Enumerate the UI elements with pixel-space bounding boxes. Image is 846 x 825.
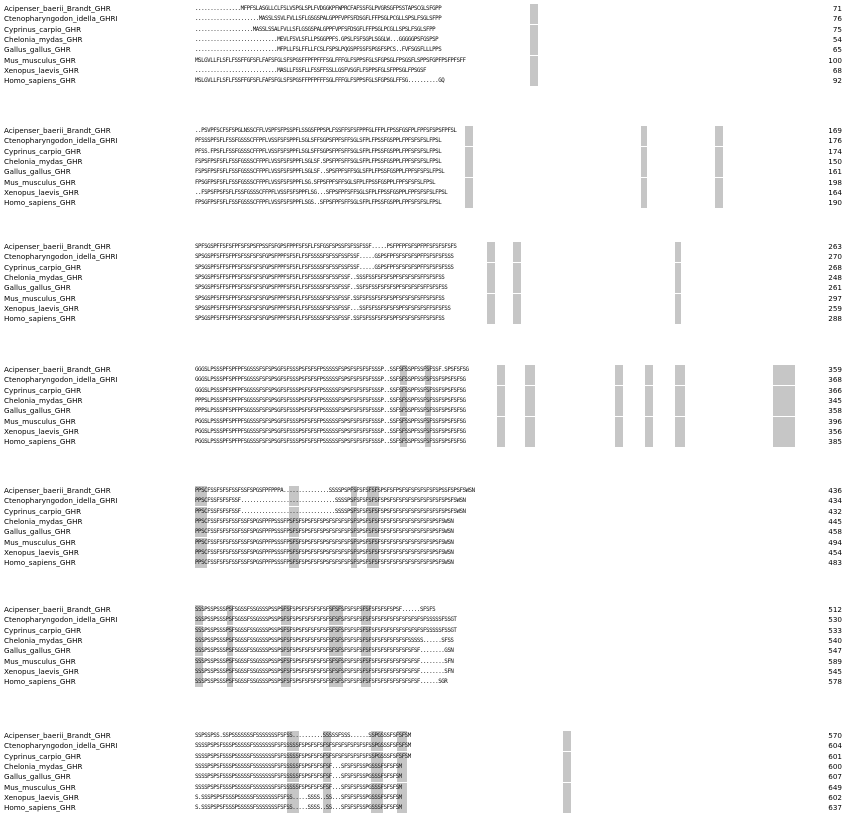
sequence-track — [195, 517, 815, 527]
species-label: Gallus_gallus_GHR — [4, 167, 71, 177]
alignment-row — [0, 283, 846, 293]
sequence-text: PGGSLPSSSPFSPFPFSGSSSFSFSPSGFSFSSSPSFSFSFPSSSSSFSPSFSFSFSFSSSP..SSFSFSSPFSSFSFSSFSPSFSFSG — [195, 418, 466, 425]
species-label: Acipenser_baerii_Brandt_GHR — [4, 365, 111, 374]
sequence-text: SPSGSPFSFFSFPFSFSSFSFSFGPSFPPFSFSFLFSFSSSSFSFSSFSSF..SSSFSSFSFSFSPFSFSFSFSFFSFSFSS — [195, 274, 445, 281]
sequence-track — [195, 646, 815, 656]
species-label: Gallus_gallus_GHR — [4, 772, 71, 782]
sequence-text: GGGSLPSSSPFSPFPFSGSSSFSFSPSGFSFSSSPSFSFSFPSSSSSFSPSFSFSFSFSSSP..SSFSFSSPFSSFSFSSFSPSFSFSG — [195, 377, 466, 384]
alignment-row — [0, 66, 846, 76]
species-label: Ctenopharyngodon_idella_GHRI — [4, 741, 118, 751]
species-label: Acipenser_baerii_Brandt_GHR — [4, 605, 111, 614]
sequence-text: SSSSPSPSFSSSPSSSSSFSSSSSSSFSFSSSSSFSPSFSFSFSF...SFSFSFSSPGSSSFSFSFSM — [195, 784, 402, 791]
alignment-row — [0, 147, 846, 157]
species-label: Cyprinus_carpio_GHR — [4, 385, 82, 395]
residue-position-number: 533 — [828, 625, 842, 635]
species-label: Chelonia_mydas_GHR — [4, 516, 83, 526]
species-label: Cyprinus_carpio_GHR — [4, 146, 82, 156]
alignment-block — [0, 126, 846, 212]
species-label: Cyprinus_carpio_GHR — [4, 625, 82, 635]
residue-position-number: 458 — [828, 527, 842, 537]
sequence-track — [195, 4, 815, 14]
alignment-row — [0, 14, 846, 24]
alignment-block — [0, 4, 846, 90]
alignment-row — [0, 294, 846, 304]
alignment-row — [0, 741, 846, 751]
sequence-text: SSSSPSPSFSSSPSSSSSFSSSSSSSFSFSSSSSFSPSFSFSFSF...SFSFSFSSPGSSSFSFSFSM — [195, 774, 402, 781]
residue-position-number: 65 — [832, 45, 842, 55]
alignment-row — [0, 56, 846, 66]
alignment-row — [0, 365, 846, 375]
sequence-text: PPSCFSSFSFSFSSF...............................SSSSPSFSFSFSFSFSPSFSFSFSFSFSFSFSFSFSPSFSWSN — [195, 498, 466, 505]
alignment-row — [0, 667, 846, 677]
alignment-row — [0, 427, 846, 437]
alignment-row — [0, 793, 846, 803]
sequence-text: FSPSFPSFSFLFSSFGSSSCFFPFLVSSFSFSPPFLSGLSF.SPSFPFSFFSGLSFPLFPSSFGSPPLFPFSFSFSLFPSL — [195, 158, 442, 165]
residue-position-number: 359 — [828, 365, 842, 374]
sequence-track — [195, 793, 815, 803]
sequence-text: SPSGSPFSFFSFPFSFSSFSFSFGPSFPPFSFSFLFSFSSSSFSFSSFSSF.SSFSFSSFSFSFSPFSFSFSFSFFSFSFSS — [195, 316, 445, 323]
sequence-text: ...............MFPFSLASGLLCLFSLVSPGLSPLFVDGGKPFWPRCFAFSSFGLPVGRSGFPSSTAPSCGLSFGPP — [195, 6, 442, 12]
sequence-text: PPSCFSSFSFSFSSF...............................SSSSPSFSFSFSFSFSPSFSFSFSFSFSFSFSFSFSPSFSWSN — [195, 508, 466, 515]
sequence-track — [195, 14, 815, 24]
sequence-text: PFSSSPFSFLFSSFGSSSCFFPFLVSSFSFSPPFLSGLSFFSGPSFPFSFFSGLSFPLFPSSFGSPPLFPFSFSFSLFPSL — [195, 138, 442, 145]
species-label: Cyprinus_carpio_GHR — [4, 751, 82, 761]
alignment-row — [0, 752, 846, 762]
residue-position-number: 270 — [828, 252, 842, 262]
residue-position-number: 434 — [828, 496, 842, 506]
alignment-row — [0, 304, 846, 314]
sequence-text: PFSS.FPSFLFSSFGSSSCFFPFLVSSFSFSPPFLSGLSFFSGPSFPFSFFSGLSFPLFPSSFGSPPLFPFSFSFSLFPSL — [195, 148, 442, 155]
sequence-track — [195, 667, 815, 677]
residue-position-number: 445 — [828, 516, 842, 526]
sequence-text: MSLGVLLFLSFLFSSFFGFSFLFAFSFGLSFSPGSFFPFPFFFSGLFFFGLFSPPSFGLSFGPSGLFPSGSFLSPPSFGPFPSFPFSFF — [195, 57, 466, 64]
sequence-text: SSSSPSPSFSSSPSSSSSFSSSSSSSFSFSSSSSFSPSFSFSFSFSFSFSFSFSFSFSSPGSSSFSFSFSM — [195, 743, 411, 750]
sequence-text: SPSGSPFSFFSFPFSFSSFSFSFGPSFPPFSFSFLFSFSSSSFSFSSFSSF..SSFSFSSFSFSFSPFSFSFSFSFFSFSFSS — [195, 285, 448, 292]
species-label: Mus_musculus_GHR — [4, 55, 76, 65]
species-label: Gallus_gallus_GHR — [4, 646, 71, 656]
sequence-track — [195, 605, 815, 615]
species-label: Homo_sapiens_GHR — [4, 803, 76, 813]
residue-position-number: 589 — [828, 656, 842, 666]
sequence-track — [195, 558, 815, 568]
sequence-track — [195, 396, 815, 406]
species-label: Chelonia_mydas_GHR — [4, 272, 83, 282]
species-label: Acipenser_baerii_Brandt_GHR — [4, 4, 111, 13]
sequence-text: SSSPSSPSSSPSFSGSSFSSGSSSPSSPSFSFSPSFSFSFSFSFSFSFSFSFSFSFSFSFSFSFSFSFSFSFSFSFSSSSSFSSGT — [195, 617, 457, 624]
sequence-track — [195, 538, 815, 548]
alignment-row — [0, 136, 846, 146]
species-label: Xenopus_laevis_GHR — [4, 792, 79, 802]
sequence-track — [195, 76, 815, 86]
sequence-track — [195, 25, 815, 35]
alignment-row — [0, 762, 846, 772]
sequence-track — [195, 45, 815, 55]
species-label: Mus_musculus_GHR — [4, 416, 76, 426]
residue-position-number: 248 — [828, 272, 842, 282]
sequence-text: SPSGSPFSFFSFPFSFSSFSFSFGPSFPPFSFSFLFSFSSSSFSFSSFSSF...SSFSFSSFSFSFSPFSFSFSFSFFSFSFSS — [195, 305, 451, 312]
sequence-track — [195, 731, 815, 741]
sequence-track — [195, 626, 815, 636]
residue-position-number: 164 — [828, 187, 842, 197]
alignment-row — [0, 45, 846, 55]
alignment-row — [0, 406, 846, 416]
alignment-row — [0, 615, 846, 625]
sequence-track — [195, 273, 815, 283]
species-label: Acipenser_baerii_Brandt_GHR — [4, 242, 111, 251]
sequence-track — [195, 294, 815, 304]
alignment-row — [0, 273, 846, 283]
species-label: Xenopus_laevis_GHR — [4, 187, 79, 197]
residue-position-number: 198 — [828, 177, 842, 187]
alignment-row — [0, 772, 846, 782]
residue-position-number: 100 — [828, 55, 842, 65]
alignment-row — [0, 35, 846, 45]
residue-position-number: 602 — [828, 792, 842, 802]
alignment-block — [0, 731, 846, 817]
sequence-track — [195, 35, 815, 45]
sequence-text: SPSGSPFSFFSFPFSFSSFSFSFGPSFPPFSFSFLFSFSSSSFSFSSFSSFSSF.....GSPSFPFSFSFSFSPFFSFSFSFSSS — [195, 264, 454, 271]
alignment-row — [0, 375, 846, 385]
alignment-row — [0, 386, 846, 396]
sequence-text: PPPSLPSSSPFSPFPFSGSSSFSFSPSGFSFSSSPSFSFSFPSSSSSFSPSFSFSFSFSSSP..SSFSFSSPFSSFSFSSFSPSFSFSG — [195, 408, 466, 415]
sequence-text: SSSPSSPSSSPSFSGSSFSSGSSSPSSPSFSFSPSFSFSFSFSFSFSFSFSFSFSFSFSFSFSFSFSFSFSFSF........SFN — [195, 668, 454, 675]
sequence-track — [195, 188, 815, 198]
residue-position-number: 190 — [828, 198, 842, 208]
sequence-track — [195, 496, 815, 506]
sequence-text: FPSGFPSFSFLFSSFGSSSCFFPFLVSSFSFSPPFLSGS..SFPSFPFSFFSGLSFPLFPSSFGSPPLFPFSFSFSLFPSL — [195, 200, 442, 207]
species-label: Cyprinus_carpio_GHR — [4, 262, 82, 272]
sequence-text: SSSPSSPSSSPSFSGSSFSSGSSSPSSPSFSFSPSFSFSFSFSFSFSFSFSFSFSFSFSFSFSFSPSF......SFSFS — [195, 607, 436, 613]
species-label: Ctenopharyngodon_idella_GHRI — [4, 615, 118, 625]
sequence-text: SSSSPSPSFSSSPSSSSSFSSSSSSSFSFSSSSSFSPSFSFSFSF...SFSFSFSSPGSSSFSFSFSM — [195, 763, 402, 770]
species-label: Ctenopharyngodon_idella_GHRI — [4, 375, 118, 385]
species-label: Homo_sapiens_GHR — [4, 198, 76, 208]
sequence-track — [195, 386, 815, 396]
sequence-text: PPSCFSSFSFSFSSFSSFSPGSFPFPSSSFPSFSFSPSFSFSPSFSFSFSFSFSPSFSFSFSFSFSFSFSFSFSFSFSPSFSWSN — [195, 539, 454, 546]
sequence-text: GGGSLPSSSPFSPFPFSGSSSFSFSPSGFSFSSSPSFSFSFPSSSSSFSPSFSFSFSFSSSP..SSFSFSSPFSSFSFSSFSPSFSFSG — [195, 387, 466, 394]
sequence-track — [195, 406, 815, 416]
sequence-track — [195, 803, 815, 813]
residue-position-number: 71 — [832, 4, 842, 13]
residue-position-number: 494 — [828, 537, 842, 547]
residue-position-number: 547 — [828, 646, 842, 656]
sequence-track — [195, 762, 815, 772]
species-label: Chelonia_mydas_GHR — [4, 34, 83, 44]
residue-position-number: 432 — [828, 506, 842, 516]
sequence-text: SSSPSSPSSSPSFSGSSFSSGSSSPSSPSFSFSPSFSFSFSFSFSFSFSFSFSFSFSFSFSFSFSFSFSFSFSF......SGR — [195, 679, 448, 686]
residue-position-number: 570 — [828, 731, 842, 740]
residue-position-number: 578 — [828, 677, 842, 687]
residue-position-number: 385 — [828, 437, 842, 447]
residue-position-number: 358 — [828, 406, 842, 416]
sequence-track — [195, 136, 815, 146]
residue-position-number: 76 — [832, 14, 842, 24]
sequence-track — [195, 66, 815, 76]
residue-position-number: 483 — [828, 558, 842, 568]
residue-position-number: 75 — [832, 24, 842, 34]
sequence-track — [195, 147, 815, 157]
sequence-text: SSSPSSPSSSPSFSGSSFSSGSSSPSSPSFSFSPSFSFSFSFSFSFSFSFSFSFSFSFSFSFSFSFSFSFSFSF........GSN — [195, 648, 454, 655]
sequence-track — [195, 677, 815, 687]
alignment-row — [0, 314, 846, 324]
alignment-row — [0, 263, 846, 273]
species-label: Gallus_gallus_GHR — [4, 527, 71, 537]
sequence-track — [195, 178, 815, 188]
residue-position-number: 150 — [828, 156, 842, 166]
residue-position-number: 68 — [832, 65, 842, 75]
residue-position-number: 54 — [832, 34, 842, 44]
sequence-track — [195, 375, 815, 385]
sequence-text: ..FSPSFPSFSFLFSSFGSSSCFFPFLVSSFSFSPPFLSG...SFPSFPFSFFSGLSFPLFPSSFGSPPLFPFSFSFSLFPSL — [195, 189, 448, 196]
sequence-track — [195, 198, 815, 208]
alignment-row — [0, 527, 846, 537]
sequence-text: PPSCFSSFSFSFSSFSSFSPGSFPFPSSSFPSFSFSPSFSFSPSFSFSFSFSFSPSFSFSFSFSFSFSFSFSFSFSFSPSFSWSN — [195, 549, 454, 556]
alignment-row — [0, 558, 846, 568]
alignment-row — [0, 126, 846, 136]
species-label: Xenopus_laevis_GHR — [4, 303, 79, 313]
sequence-text: ...........................MASLLFSSFLLFSSFFSSLLGSFVSGFLFSPPSFGLSFPPSGLFPSGSF — [195, 67, 427, 74]
species-label: Acipenser_baerii_Brandt_GHR — [4, 731, 111, 740]
residue-position-number: 169 — [828, 126, 842, 135]
sequence-text: SPSGSPFSFFSFPFSFSSFSFSFGPSFPPFSFSFLFSFSSSSFSFSSFSSF.SSFSFSSFSFSFSPFSFSFSFSFFSFSFSS — [195, 295, 445, 302]
sequence-track — [195, 157, 815, 167]
sequence-text: ...........................MFPLLFSLFFLLFCSLFSPSLPQGSPFSSFSPGSFSPCS..FVFSGSFLLLPPS — [195, 47, 442, 54]
species-label: Xenopus_laevis_GHR — [4, 65, 79, 75]
alignment-row — [0, 188, 846, 198]
alignment-row — [0, 417, 846, 427]
sequence-text: MSLGVLLFLSFLFSSFFGFSFLFAFSFGLSFSPGSFFPFPFFFSGLFFFGLFSPPSFGLSFGPSGLFFSG..........GQ — [195, 78, 445, 85]
species-label: Chelonia_mydas_GHR — [4, 761, 83, 771]
residue-position-number: 92 — [832, 76, 842, 86]
sequence-track — [195, 437, 815, 447]
alignment-row — [0, 803, 846, 813]
species-label: Xenopus_laevis_GHR — [4, 547, 79, 557]
sequence-text: SSSSPSPSFSSSPSSSSSFSSSSSSSFSFSSSSSFSPSFSFSFSFSFSFSFSFSFSFSSPGSSSFSFSFSM — [195, 753, 411, 760]
alignment-row — [0, 167, 846, 177]
sequence-track — [195, 772, 815, 782]
species-label: Mus_musculus_GHR — [4, 177, 76, 187]
sequence-text: PPSCFSSFSFSFSSFSSFSPGSFPFPSSSFPSFSFSPSFSFSPSFSFSFSFSFSPSFSFSFSFSFSFSFSFSFSFSFSPSFSWSN — [195, 529, 454, 536]
sequence-text: PGGSLPSSSPFSPFPFSGSSSFSFSPSGFSFSSSPSFSFSFPSSSSSFSPSFSFSFSFSSSP..SSFSFSSPFSSFSFSSFSPSFSFSG — [195, 439, 466, 446]
sequence-text: PPSCFSSFSFSFSSFSSFSPGSFPFPPPA...............SSSSPSPFSFSFSFSFSPSFSFPSFSFSFSFSFSFSPSSFSPSFSWSN — [195, 488, 475, 494]
residue-position-number: 176 — [828, 136, 842, 146]
alignment-row — [0, 252, 846, 262]
sequence-text: PGGSLPSSSPFSPFPFSGSSSFSFSPSGFSFSSSPSFSFSFPSSSSSFSPSFSFSFSFSSSP..SSFSFSSPFSSFSFSSFSPSFSFSG — [195, 428, 466, 435]
species-label: Homo_sapiens_GHR — [4, 558, 76, 568]
alignment-row — [0, 178, 846, 188]
residue-position-number: 637 — [828, 803, 842, 813]
sequence-track — [195, 126, 815, 136]
sequence-track — [195, 507, 815, 517]
sequence-track — [195, 56, 815, 66]
sequence-text: ...................MASSLSSALFVLLSFLGSGSPALGPPFVPFSFDSGFLFFPSGLPCGLLSPSLFSGLSFPP — [195, 26, 436, 33]
residue-position-number: 297 — [828, 293, 842, 303]
alignment-row — [0, 636, 846, 646]
sequence-text: SSPSSPSS.SSPSSSSSSSFSSSSSSSFSFSS..........SSSSSFSSS......SSPGSSSFSFSFSM — [195, 733, 411, 739]
species-label: Ctenopharyngodon_idella_GHRI — [4, 136, 118, 146]
sequence-text: PPSCFSSFSFSFSSFSSFSPGSFPFPSSSFPSFSFSPSFSFSPSFSFSFSFSFSPSFSFSFSFSFSFSFSFSFSFSFSPSFSWSN — [195, 560, 454, 567]
alignment-row — [0, 677, 846, 687]
alignment-row — [0, 437, 846, 447]
species-label: Homo_sapiens_GHR — [4, 677, 76, 687]
residue-position-number: 161 — [828, 167, 842, 177]
residue-position-number: 649 — [828, 782, 842, 792]
residue-position-number: 259 — [828, 303, 842, 313]
sequence-text: PPSCFSSFSFSFSSFSSFSPGSFPFPSSSFPSFSFSPSFSFSPSFSFSFSFSFSPSFSFSFSFSFSFSFSFSFSFSFSPSFSWSN — [195, 518, 454, 525]
sequence-track — [195, 527, 815, 537]
species-label: Mus_musculus_GHR — [4, 656, 76, 666]
residue-position-number: 368 — [828, 375, 842, 385]
sequence-track — [195, 783, 815, 793]
sequence-track — [195, 283, 815, 293]
residue-position-number: 607 — [828, 772, 842, 782]
species-label: Acipenser_baerii_Brandt_GHR — [4, 486, 111, 495]
species-label: Homo_sapiens_GHR — [4, 314, 76, 324]
species-label: Xenopus_laevis_GHR — [4, 666, 79, 676]
sequence-text: S.SSSPSPSFSSSPSSSSSFSSSSSSSFSFSS.....SSSS..SS...SFSFSFSSPGSSSFSFSFSM — [195, 805, 402, 812]
sequence-text: ...........................MEVLFSVLSFLLPSGGPPFS.GPSLFSFSGPLSGGLW...GGGGGPSFGSPSP — [195, 36, 439, 43]
sequence-text: ..PSVPFSCFSFSPGLNSSCFFLVSPFSFPSSPFLSSGSFPPSPLFSSFFSFSFPPFGLFFPLFPSSFGSFPLFPFSFSPSFPFSL — [195, 128, 457, 134]
residue-position-number: 366 — [828, 385, 842, 395]
species-label: Xenopus_laevis_GHR — [4, 426, 79, 436]
residue-position-number: 604 — [828, 741, 842, 751]
residue-position-number: 261 — [828, 283, 842, 293]
alignment-row — [0, 626, 846, 636]
species-label: Mus_musculus_GHR — [4, 782, 76, 792]
sequence-track — [195, 167, 815, 177]
sequence-text: S.SSSPSPSFSSSPSSSSSFSSSSSSSFSFSS.....SSSS..SS...SFSFSFSSPGSSSFSFSFSM — [195, 794, 402, 801]
species-label: Cyprinus_carpio_GHR — [4, 24, 82, 34]
sequence-text: .....................MASSLSSVLFVLLSFLGSGSPALGPPFVPFSFDSGFLFFPSGLPCGLLSPSLFSGLSFPP — [195, 16, 442, 23]
sequence-track — [195, 548, 815, 558]
species-label: Homo_sapiens_GHR — [4, 76, 76, 86]
species-label: Ctenopharyngodon_idella_GHRI — [4, 14, 118, 24]
sequence-track — [195, 314, 815, 324]
residue-position-number: 356 — [828, 426, 842, 436]
species-label: Mus_musculus_GHR — [4, 537, 76, 547]
sequence-track — [195, 427, 815, 437]
residue-position-number: 174 — [828, 146, 842, 156]
residue-position-number: 512 — [828, 605, 842, 614]
sequence-text: GGGSLPSSSPFSPFPFSGSSSFSFSPSGFSFSSSPSFSFSFPSSSSSFSPSFSFSFSFSSSP..SSFSFSSPFSSFSFSSF.SPSFSFSG — [195, 367, 469, 373]
alignment-row — [0, 783, 846, 793]
sequence-text: PPPSLPSSSPFSPFPFSGSSSFSFSPSGFSFSSSPSFSFSFPSSSSSFSPSFSFSFSFSSSP..SSFSFSSPFSSFSFSSFSPSFSFSG — [195, 397, 466, 404]
alignment-row — [0, 198, 846, 208]
residue-position-number: 530 — [828, 615, 842, 625]
species-label: Mus_musculus_GHR — [4, 293, 76, 303]
sequence-text: FPSGFPSFSFLFSSFGSSSCFFPFLVSSFSFSPPFLSG.SFPSFPFSFFSGLSFPLFPSSFGSPPLFPFSFSFSLFPSL — [195, 179, 436, 186]
alignment-row — [0, 242, 846, 252]
sequence-track — [195, 615, 815, 625]
residue-position-number: 540 — [828, 635, 842, 645]
alignment-row — [0, 496, 846, 506]
alignment-row — [0, 657, 846, 667]
alignment-row — [0, 396, 846, 406]
alignment-block — [0, 486, 846, 572]
species-label: Acipenser_baerii_Brandt_GHR — [4, 126, 111, 135]
alignment-row — [0, 157, 846, 167]
residue-position-number: 263 — [828, 242, 842, 251]
alignment-row — [0, 76, 846, 86]
species-label: Gallus_gallus_GHR — [4, 45, 71, 55]
sequence-text: SPFSGSPFFSFSFPFSFSPSFPSSFSFGPSFPPFSFSFLFSFGSFSPSSFSFSSFSSF.....PSFPFPFSFSPFPFSFSFSFSFS — [195, 244, 457, 250]
sequence-track — [195, 242, 815, 252]
sequence-track — [195, 252, 815, 262]
sequence-track — [195, 741, 815, 751]
residue-position-number: 268 — [828, 262, 842, 272]
sequence-track — [195, 365, 815, 375]
alignment-row — [0, 646, 846, 656]
residue-position-number: 545 — [828, 666, 842, 676]
residue-position-number: 396 — [828, 416, 842, 426]
species-label: Gallus_gallus_GHR — [4, 283, 71, 293]
species-label: Chelonia_mydas_GHR — [4, 635, 83, 645]
alignment-row — [0, 548, 846, 558]
alignment-row — [0, 486, 846, 496]
sequence-text: SSSPSSPSSSPSFSGSSFSSGSSSPSSPSFSFSPSFSFSFSFSFSFSFSFSFSFSFSFSFSFSFSFSFSFSFSFSFSSSSSFSSGT — [195, 627, 457, 634]
alignment-row — [0, 538, 846, 548]
sequence-text: FSPSFPSFSFLFSSFGSSSCFFPFLVSSFSFSPPFLSGLSF..SPSFPFSFFSGLSFPLFPSSFGSPPLFPFSFSFSLFPSL — [195, 169, 445, 176]
residue-position-number: 288 — [828, 314, 842, 324]
alignment-row — [0, 517, 846, 527]
sequence-track — [195, 417, 815, 427]
residue-position-number: 436 — [828, 486, 842, 495]
species-label: Cyprinus_carpio_GHR — [4, 506, 82, 516]
residue-position-number: 345 — [828, 395, 842, 405]
residue-position-number: 600 — [828, 761, 842, 771]
species-label: Gallus_gallus_GHR — [4, 406, 71, 416]
sequence-track — [195, 304, 815, 314]
residue-position-number: 454 — [828, 547, 842, 557]
alignment-row — [0, 507, 846, 517]
species-label: Chelonia_mydas_GHR — [4, 395, 83, 405]
sequence-text: SSSPSSPSSSPSFSGSSFSSGSSSPSSPSFSFSPSFSFSFSFSFSFSFSFSFSFSFSFSFSFSFSFSFSFSFSF........SFN — [195, 658, 454, 665]
alignment-row — [0, 731, 846, 741]
alignment-block — [0, 605, 846, 691]
sequence-track — [195, 657, 815, 667]
alignment-row — [0, 4, 846, 14]
alignment-block — [0, 365, 846, 451]
sequence-track — [195, 752, 815, 762]
alignment-row — [0, 605, 846, 615]
species-label: Ctenopharyngodon_idella_GHRI — [4, 252, 118, 262]
sequence-track — [195, 636, 815, 646]
species-label: Homo_sapiens_GHR — [4, 437, 76, 447]
species-label: Chelonia_mydas_GHR — [4, 156, 83, 166]
sequence-text: SPSGSPFSFFSFPFSFSSFSFSFGPSFPPFSFSFLFSFSSSSFSFSSFSSFSSF.....GSPSFPFSFSFSFSPFFSFSFSFSSS — [195, 254, 454, 261]
sequence-track — [195, 486, 815, 496]
species-label: Ctenopharyngodon_idella_GHRI — [4, 496, 118, 506]
sequence-text: SSSPSSPSSSPSFSGSSFSSGSSSPSSPSFSFSPSFSFSFSFSFSFSFSFSFSFSFSFSFSFSFSFSFSFSSSSS......SFSS — [195, 637, 454, 644]
residue-position-number: 601 — [828, 751, 842, 761]
alignment-block — [0, 242, 846, 328]
alignment-row — [0, 25, 846, 35]
sequence-track — [195, 263, 815, 273]
